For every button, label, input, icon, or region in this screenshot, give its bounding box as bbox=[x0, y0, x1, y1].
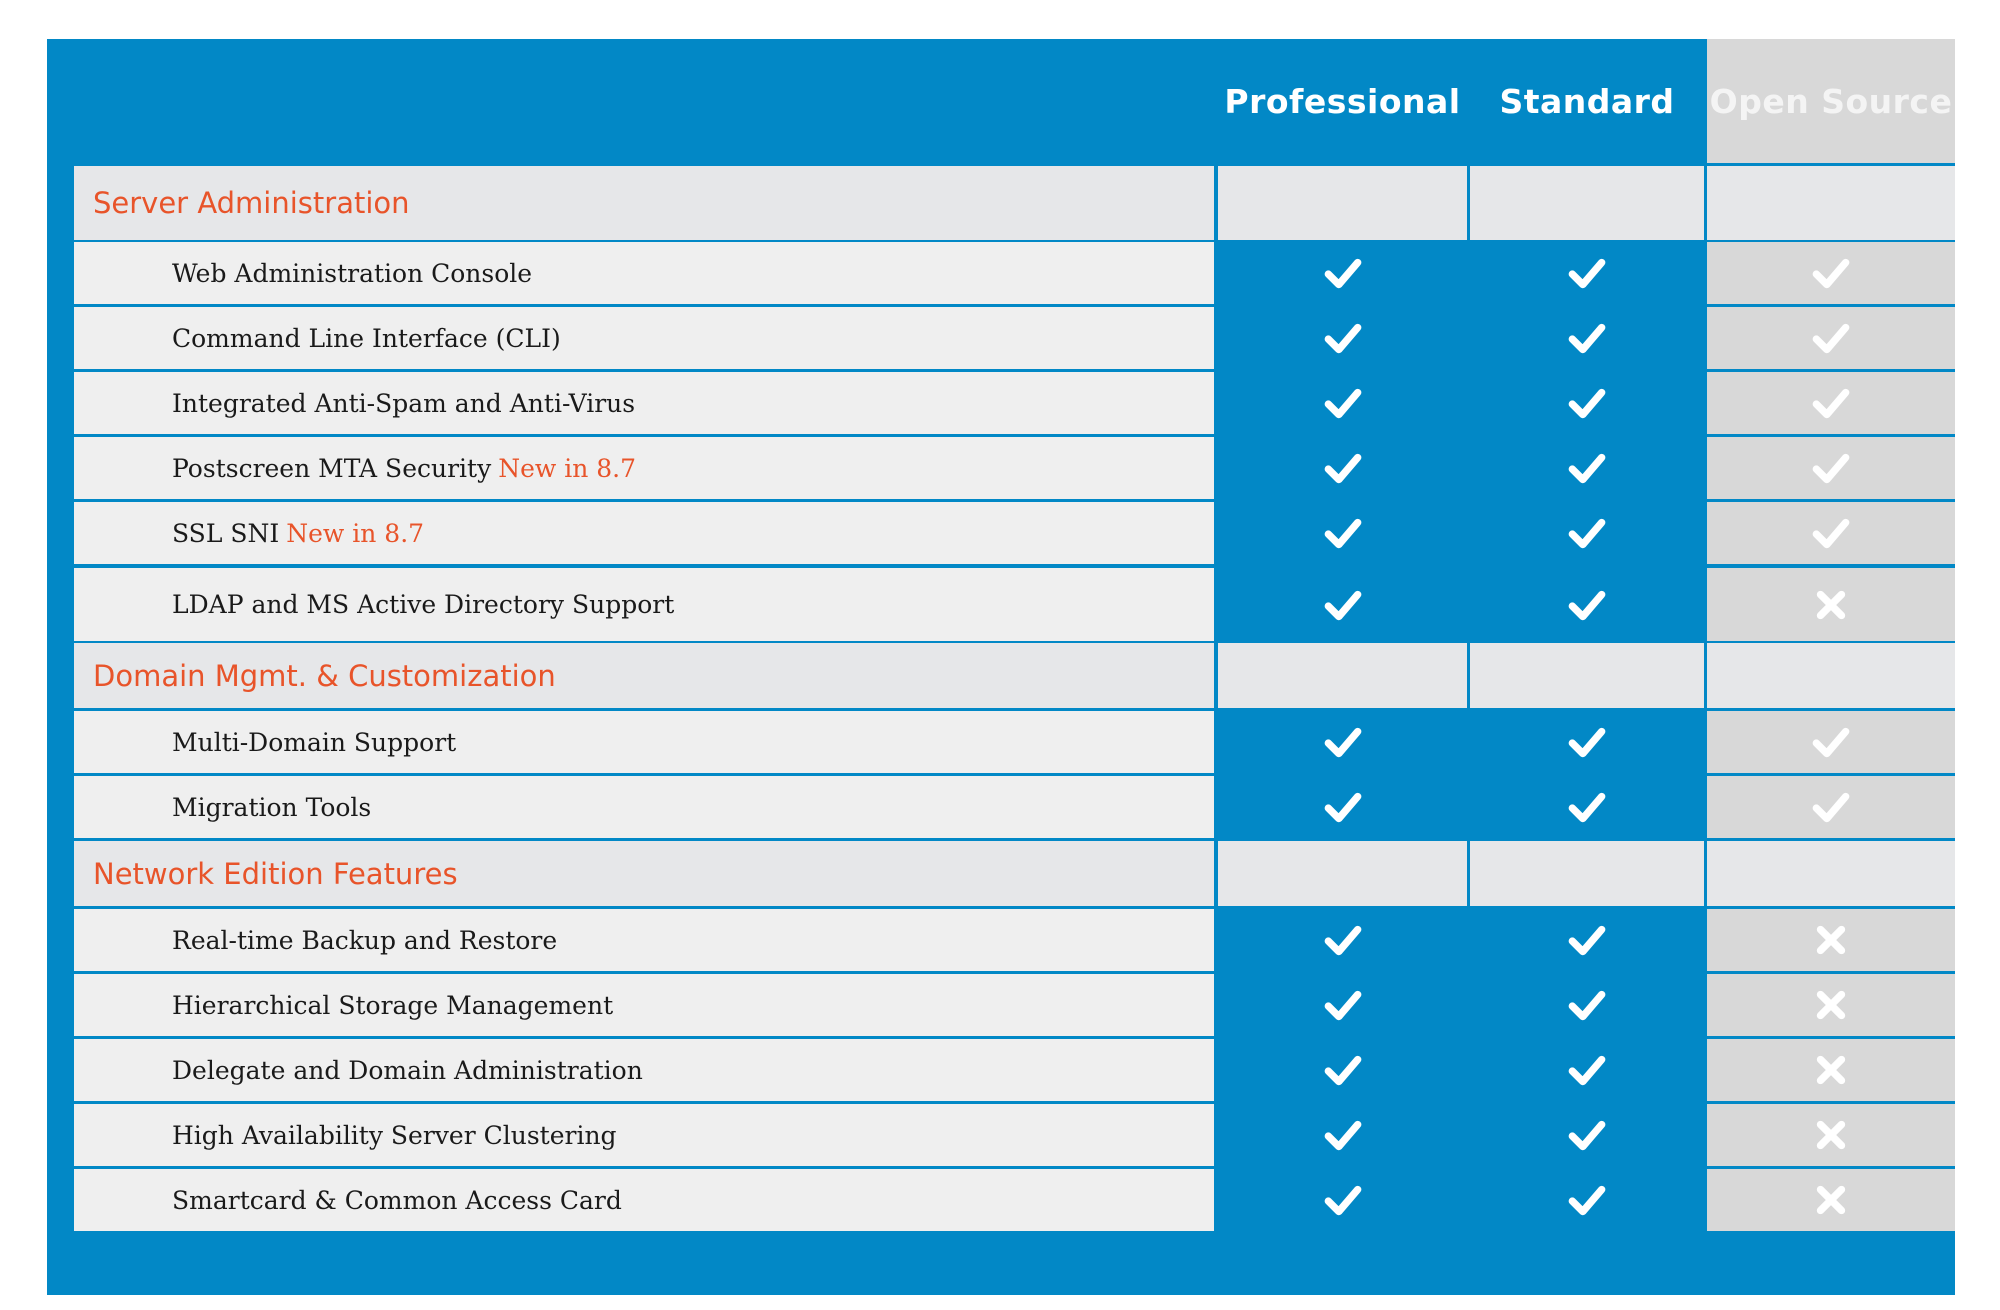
value-cell-open-source bbox=[1707, 643, 1955, 708]
feature-row bbox=[74, 711, 1954, 773]
feature-row bbox=[74, 1169, 1954, 1231]
check-icon bbox=[1566, 584, 1608, 626]
value-cell-standard bbox=[1470, 1039, 1704, 1101]
value-cell-professional bbox=[1218, 776, 1467, 838]
value-cell-professional bbox=[1218, 643, 1467, 708]
feature-row bbox=[74, 502, 1954, 564]
value-cell-standard bbox=[1470, 1104, 1704, 1166]
value-cell-open-source bbox=[1707, 711, 1955, 773]
check-icon bbox=[1566, 447, 1608, 489]
value-cell-standard bbox=[1470, 307, 1704, 369]
feature-label-cell bbox=[74, 776, 1214, 838]
footer-cell-professional bbox=[1218, 1235, 1467, 1295]
feature-row bbox=[74, 568, 1954, 641]
feature-label-cell bbox=[74, 711, 1214, 773]
value-cell-standard bbox=[1470, 974, 1704, 1036]
check-icon bbox=[1322, 721, 1364, 763]
cross-icon bbox=[1810, 1179, 1852, 1221]
check-icon bbox=[1810, 786, 1852, 828]
cross-icon bbox=[1810, 584, 1852, 626]
check-icon bbox=[1322, 1114, 1364, 1156]
section-title bbox=[74, 841, 1214, 906]
value-cell-open-source bbox=[1707, 841, 1955, 906]
value-cell-open-source bbox=[1707, 776, 1955, 838]
feature-name: Multi-Domain Support bbox=[172, 727, 457, 757]
check-icon bbox=[1810, 512, 1852, 554]
feature-label-cell bbox=[74, 1039, 1214, 1101]
check-icon bbox=[1322, 317, 1364, 359]
column-header-professional: Professional bbox=[1224, 81, 1461, 121]
value-cell-professional bbox=[1218, 568, 1467, 641]
check-icon bbox=[1566, 721, 1608, 763]
check-icon bbox=[1322, 1179, 1364, 1221]
value-cell-professional bbox=[1218, 242, 1467, 304]
value-cell-open-source bbox=[1707, 1169, 1955, 1231]
check-icon bbox=[1810, 721, 1852, 763]
footer-cell-open-source bbox=[1707, 1235, 1955, 1295]
check-icon bbox=[1322, 919, 1364, 961]
value-cell-standard bbox=[1470, 242, 1704, 304]
value-cell-open-source bbox=[1707, 502, 1955, 564]
feature-label-cell bbox=[74, 307, 1214, 369]
value-cell-standard bbox=[1470, 568, 1704, 641]
feature-label-cell bbox=[74, 437, 1214, 499]
check-icon bbox=[1322, 382, 1364, 424]
section-header-row bbox=[74, 166, 1954, 240]
value-cell-professional bbox=[1218, 437, 1467, 499]
feature-row bbox=[74, 776, 1954, 838]
footer-band bbox=[47, 1235, 1215, 1295]
check-icon bbox=[1566, 252, 1608, 294]
new-feature-tag: New in 8.7 bbox=[498, 453, 637, 483]
check-icon bbox=[1566, 919, 1608, 961]
feature-row bbox=[74, 307, 1954, 369]
value-cell-standard bbox=[1470, 166, 1704, 240]
section-title bbox=[74, 166, 1214, 240]
value-cell-professional bbox=[1218, 1169, 1467, 1231]
check-icon bbox=[1566, 1179, 1608, 1221]
feature-row bbox=[74, 242, 1954, 304]
value-cell-professional bbox=[1218, 166, 1467, 240]
footer-cell-standard bbox=[1470, 1235, 1704, 1295]
column-header-open-source: Open Source bbox=[1707, 39, 1955, 163]
value-cell-professional bbox=[1218, 372, 1467, 434]
check-icon bbox=[1566, 984, 1608, 1026]
value-cell-professional bbox=[1218, 307, 1467, 369]
feature-label-cell bbox=[74, 974, 1214, 1036]
value-cell-open-source bbox=[1707, 1039, 1955, 1101]
feature-name: Delegate and Domain Administration bbox=[172, 1055, 643, 1085]
check-icon bbox=[1322, 447, 1364, 489]
value-cell-standard bbox=[1470, 711, 1704, 773]
feature-name: Smartcard & Common Access Card bbox=[172, 1185, 622, 1215]
feature-label-cell bbox=[74, 568, 1214, 641]
value-cell-standard bbox=[1470, 909, 1704, 971]
value-cell-standard bbox=[1470, 437, 1704, 499]
check-icon bbox=[1322, 1049, 1364, 1091]
value-cell-standard bbox=[1470, 502, 1704, 564]
check-icon bbox=[1566, 786, 1608, 828]
value-cell-open-source bbox=[1707, 242, 1955, 304]
feature-row bbox=[74, 1039, 1954, 1101]
value-cell-open-source bbox=[1707, 166, 1955, 240]
feature-row bbox=[74, 974, 1954, 1036]
value-cell-open-source bbox=[1707, 568, 1955, 641]
section-title bbox=[74, 643, 1214, 708]
feature-name: Integrated Anti-Spam and Anti-Virus bbox=[172, 388, 636, 418]
check-icon bbox=[1810, 252, 1852, 294]
cross-icon bbox=[1810, 984, 1852, 1026]
check-icon bbox=[1322, 512, 1364, 554]
edition-comparison-table bbox=[47, 39, 1955, 1295]
feature-label-cell bbox=[74, 372, 1214, 434]
value-cell-professional bbox=[1218, 1039, 1467, 1101]
value-cell-professional bbox=[1218, 841, 1467, 906]
cross-icon bbox=[1810, 919, 1852, 961]
feature-name: Migration Tools bbox=[172, 792, 372, 822]
check-icon bbox=[1566, 512, 1608, 554]
feature-name: Command Line Interface (CLI) bbox=[172, 323, 561, 353]
feature-row bbox=[74, 909, 1954, 971]
check-icon bbox=[1566, 317, 1608, 359]
section-header-row bbox=[74, 841, 1954, 906]
check-icon bbox=[1566, 382, 1608, 424]
section-header-row bbox=[74, 643, 1954, 708]
check-icon bbox=[1322, 584, 1364, 626]
feature-name: Real-time Backup and Restore bbox=[172, 925, 558, 955]
section-title-text: Domain Mgmt. & Customization bbox=[93, 658, 556, 693]
feature-label-cell bbox=[74, 1169, 1214, 1231]
feature-label-cell bbox=[74, 502, 1214, 564]
value-cell-professional bbox=[1218, 974, 1467, 1036]
value-cell-open-source bbox=[1707, 974, 1955, 1036]
value-cell-professional bbox=[1218, 1104, 1467, 1166]
value-cell-professional bbox=[1218, 909, 1467, 971]
feature-name: LDAP and MS Active Directory Support bbox=[172, 590, 675, 619]
feature-label-cell bbox=[74, 242, 1214, 304]
value-cell-standard bbox=[1470, 1169, 1704, 1231]
check-icon bbox=[1810, 382, 1852, 424]
feature-row bbox=[74, 1104, 1954, 1166]
value-cell-standard bbox=[1470, 372, 1704, 434]
new-feature-tag: New in 8.7 bbox=[286, 518, 425, 548]
value-cell-standard bbox=[1470, 643, 1704, 708]
value-cell-open-source bbox=[1707, 372, 1955, 434]
feature-name: Postscreen MTA Security bbox=[172, 453, 492, 483]
section-title-text: Server Administration bbox=[93, 186, 410, 220]
cross-icon bbox=[1810, 1114, 1852, 1156]
value-cell-professional bbox=[1218, 711, 1467, 773]
value-cell-open-source bbox=[1707, 307, 1955, 369]
value-cell-open-source bbox=[1707, 1104, 1955, 1166]
value-cell-professional bbox=[1218, 502, 1467, 564]
column-header-standard: Standard bbox=[1499, 81, 1675, 121]
value-cell-standard bbox=[1470, 776, 1704, 838]
check-icon bbox=[1322, 252, 1364, 294]
feature-label-cell bbox=[74, 1104, 1214, 1166]
feature-name: SSL SNI bbox=[172, 518, 280, 548]
feature-name: Hierarchical Storage Management bbox=[172, 990, 614, 1020]
check-icon bbox=[1566, 1049, 1608, 1091]
feature-row bbox=[74, 437, 1954, 499]
check-icon bbox=[1810, 447, 1852, 489]
value-cell-open-source bbox=[1707, 909, 1955, 971]
feature-label-cell bbox=[74, 909, 1214, 971]
feature-row bbox=[74, 372, 1954, 434]
check-icon bbox=[1566, 1114, 1608, 1156]
cross-icon bbox=[1810, 1049, 1852, 1091]
section-title-text: Network Edition Features bbox=[93, 856, 458, 891]
value-cell-standard bbox=[1470, 841, 1704, 906]
check-icon bbox=[1322, 786, 1364, 828]
feature-name: High Availability Server Clustering bbox=[172, 1120, 617, 1150]
feature-name: Web Administration Console bbox=[172, 258, 533, 288]
check-icon bbox=[1810, 317, 1852, 359]
value-cell-open-source bbox=[1707, 437, 1955, 499]
check-icon bbox=[1322, 984, 1364, 1026]
